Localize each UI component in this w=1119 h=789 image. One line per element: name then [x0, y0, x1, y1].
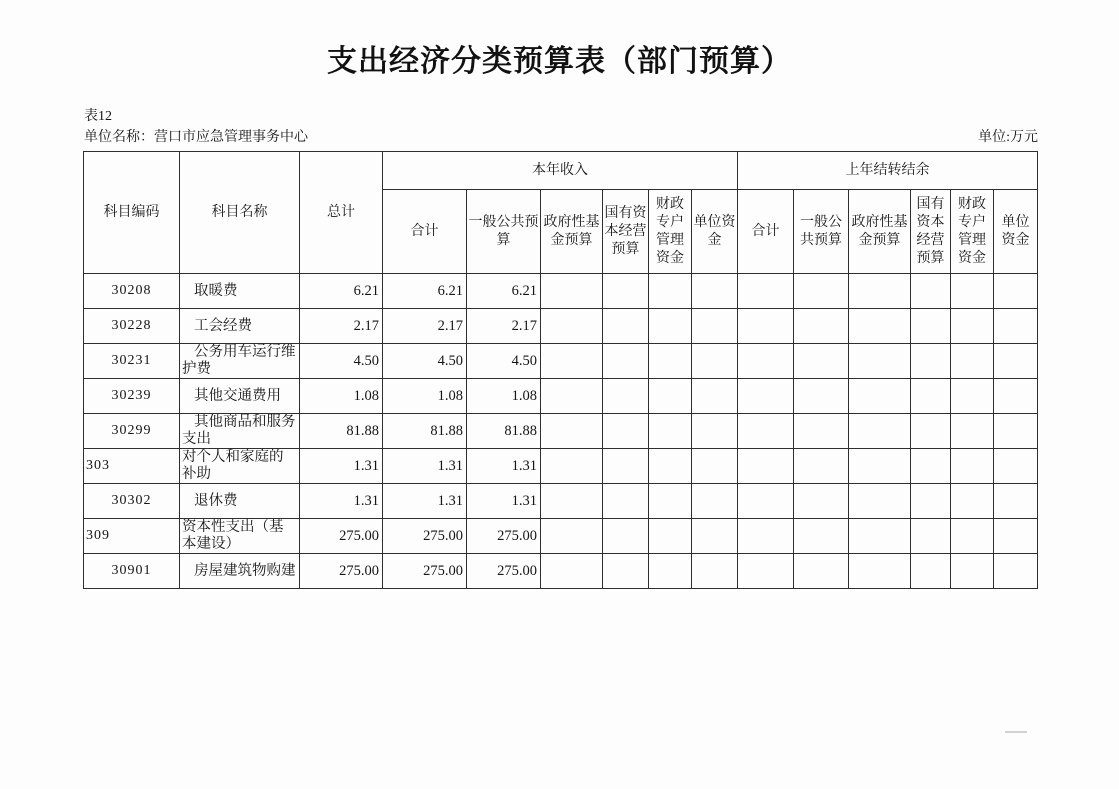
table-meta [84, 108, 1038, 148]
cell-value [794, 414, 849, 449]
cell-value [603, 414, 649, 449]
cell-value [794, 274, 849, 309]
cell-value [541, 554, 603, 589]
header-cur-state-capital: 国有资本经营预算 [603, 190, 649, 274]
cell-value [603, 274, 649, 309]
table-row [84, 554, 1038, 589]
table-row [84, 519, 1038, 554]
cell-value: 275.00 [383, 519, 467, 554]
cell-code: 309 [84, 519, 180, 554]
cell-name: 工会经费 [180, 309, 300, 344]
cell-value [541, 484, 603, 519]
table-row [84, 379, 1038, 414]
cell-value [692, 484, 738, 519]
header-prev-unit-funds: 单位资金 [994, 190, 1038, 274]
cell-value: 1.08 [467, 379, 541, 414]
cell-value: 6.21 [467, 274, 541, 309]
cell-value [994, 274, 1038, 309]
cell-name: 其他交通费用 [180, 379, 300, 414]
cell-value [794, 484, 849, 519]
cell-value [649, 379, 692, 414]
cell-value [849, 344, 911, 379]
cell-value [951, 484, 994, 519]
header-cur-total: 合计 [383, 190, 467, 274]
cell-value [692, 449, 738, 484]
cell-value [649, 519, 692, 554]
cell-name: 资本性支出（基本建设） [180, 519, 300, 554]
cell-total: 275.00 [300, 519, 383, 554]
cell-value [849, 274, 911, 309]
cell-name: 其他商品和服务支出 [180, 414, 300, 449]
cell-value [738, 414, 794, 449]
cell-value: 1.08 [383, 379, 467, 414]
cell-name: 房屋建筑物购建 [180, 554, 300, 589]
cell-value [911, 379, 951, 414]
cell-value [649, 344, 692, 379]
cell-name: 取暖费 [180, 274, 300, 309]
cell-value [649, 309, 692, 344]
cell-value [603, 379, 649, 414]
cell-value [994, 484, 1038, 519]
cell-total: 2.17 [300, 309, 383, 344]
cell-value [603, 554, 649, 589]
cell-value: 2.17 [383, 309, 467, 344]
page-title: 支出经济分类预算表（部门预算） [327, 45, 792, 78]
cell-value [911, 554, 951, 589]
header-prev-gov-fund: 政府性基金预算 [849, 190, 911, 274]
header-prev-total: 合计 [738, 190, 794, 274]
table-row [84, 484, 1038, 519]
cell-value [541, 309, 603, 344]
cell-value: 1.31 [383, 484, 467, 519]
cell-name: 对个人和家庭的补助 [180, 449, 300, 484]
cell-value [692, 309, 738, 344]
cell-value [541, 379, 603, 414]
cell-value [738, 344, 794, 379]
cell-value [911, 309, 951, 344]
cell-value [738, 554, 794, 589]
cell-value [794, 449, 849, 484]
cell-value [849, 449, 911, 484]
cell-total: 81.88 [300, 414, 383, 449]
cell-value [692, 554, 738, 589]
cell-value [994, 344, 1038, 379]
cell-value [603, 449, 649, 484]
header-prev-fiscal-account: 财政专户管理资金 [951, 190, 994, 274]
cell-name: 退休费 [180, 484, 300, 519]
cell-value [649, 554, 692, 589]
cell-value [951, 274, 994, 309]
cell-value [794, 519, 849, 554]
header-cur-fiscal-account: 财政专户管理资金 [649, 190, 692, 274]
cell-value [911, 344, 951, 379]
header-prev-year-carryover: 上年结转结余 [738, 152, 1038, 190]
cell-value [603, 519, 649, 554]
table-row [84, 274, 1038, 309]
cell-value [994, 554, 1038, 589]
cell-value [794, 309, 849, 344]
scan-artifact [1005, 731, 1027, 733]
cell-value [994, 414, 1038, 449]
cell-value [541, 519, 603, 554]
cell-value [951, 344, 994, 379]
cell-value: 1.31 [467, 449, 541, 484]
cell-value [541, 449, 603, 484]
cell-value: 4.50 [383, 344, 467, 379]
cell-value [849, 414, 911, 449]
cell-total: 6.21 [300, 274, 383, 309]
cell-value: 275.00 [467, 519, 541, 554]
cell-value [541, 344, 603, 379]
cell-value [603, 344, 649, 379]
cell-value [849, 379, 911, 414]
cell-value: 2.17 [467, 309, 541, 344]
cell-code: 30208 [84, 274, 180, 309]
cell-value [738, 274, 794, 309]
budget-table [83, 151, 1038, 589]
cell-value [649, 274, 692, 309]
cell-value [738, 379, 794, 414]
cell-total: 4.50 [300, 344, 383, 379]
cell-value: 81.88 [383, 414, 467, 449]
cell-value [794, 344, 849, 379]
cell-value: 275.00 [383, 554, 467, 589]
cell-value [649, 414, 692, 449]
cell-value [738, 519, 794, 554]
cell-value [911, 484, 951, 519]
cell-value [911, 519, 951, 554]
cell-value [849, 484, 911, 519]
cell-value [794, 379, 849, 414]
cell-value [541, 414, 603, 449]
cell-total: 1.08 [300, 379, 383, 414]
cell-code: 303 [84, 449, 180, 484]
table-row [84, 309, 1038, 344]
cell-value [951, 519, 994, 554]
cell-total: 275.00 [300, 554, 383, 589]
cell-value [649, 449, 692, 484]
cell-value [849, 309, 911, 344]
header-subject-code: 科目编码 [84, 152, 180, 274]
cell-code: 30302 [84, 484, 180, 519]
unit-name: 单位名称：营口市应急管理事务中心 [84, 130, 308, 145]
header-prev-state-capital: 国有资本经营预算 [911, 190, 951, 274]
header-current-year-income: 本年收入 [383, 152, 738, 190]
cell-value [911, 274, 951, 309]
table-row [84, 414, 1038, 449]
meta-row [84, 128, 1038, 148]
table-row [84, 344, 1038, 379]
cell-code: 30228 [84, 309, 180, 344]
cell-value [951, 379, 994, 414]
cell-value [951, 449, 994, 484]
cell-value [738, 449, 794, 484]
cell-value [951, 554, 994, 589]
cell-value: 81.88 [467, 414, 541, 449]
header-cur-unit-funds: 单位资金 [692, 190, 738, 274]
cell-code: 30231 [84, 344, 180, 379]
cell-value: 6.21 [383, 274, 467, 309]
header-group-row [84, 152, 1038, 190]
cell-value: 275.00 [467, 554, 541, 589]
cell-value [603, 309, 649, 344]
table-number: 表12 [84, 109, 112, 124]
cell-value: 4.50 [467, 344, 541, 379]
cell-value [738, 309, 794, 344]
cell-value [738, 484, 794, 519]
header-cur-gov-fund: 政府性基金预算 [541, 190, 603, 274]
cell-name: 公务用车运行维护费 [180, 344, 300, 379]
header-subject-name: 科目名称 [180, 152, 300, 274]
cell-value [849, 519, 911, 554]
cell-value: 1.31 [383, 449, 467, 484]
cell-total: 1.31 [300, 449, 383, 484]
cell-value [692, 274, 738, 309]
table-row [84, 449, 1038, 484]
cell-value [692, 414, 738, 449]
cell-code: 30299 [84, 414, 180, 449]
cell-value [911, 449, 951, 484]
cell-value: 1.31 [467, 484, 541, 519]
cell-value [603, 484, 649, 519]
header-prev-general-public: 一般公共预算 [794, 190, 849, 274]
cell-value [994, 449, 1038, 484]
unit-of-measure: 单位:万元 [978, 130, 1038, 145]
cell-code: 30901 [84, 554, 180, 589]
header-cur-general-public: 一般公共预算 [467, 190, 541, 274]
cell-value [692, 344, 738, 379]
cell-value [692, 379, 738, 414]
header-grand-total: 总计 [300, 152, 383, 274]
cell-value [951, 309, 994, 344]
cell-total: 1.31 [300, 484, 383, 519]
cell-value [994, 379, 1038, 414]
cell-value [692, 519, 738, 554]
cell-value [541, 274, 603, 309]
cell-value [994, 309, 1038, 344]
cell-code: 30239 [84, 379, 180, 414]
cell-value [994, 519, 1038, 554]
cell-value [794, 554, 849, 589]
cell-value [911, 414, 951, 449]
cell-value [649, 484, 692, 519]
cell-value [951, 414, 994, 449]
cell-value [849, 554, 911, 589]
